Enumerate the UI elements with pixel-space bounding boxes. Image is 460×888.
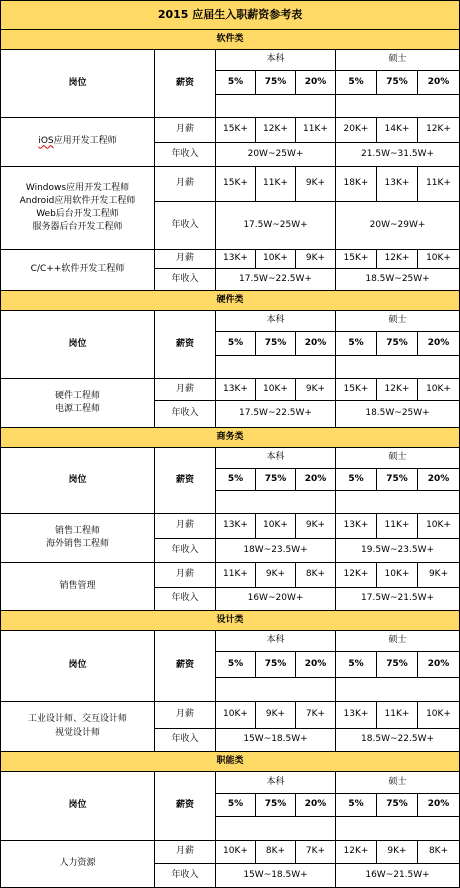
master-header: 硕士	[336, 448, 460, 469]
position-name: 海外销售工程师	[45, 539, 109, 549]
spacer-cell	[216, 678, 336, 702]
master-monthly-value: 9K+	[377, 841, 418, 864]
annual-label: 年收入	[155, 539, 216, 563]
percentile-header: 75%	[377, 652, 418, 678]
spacer-cell	[216, 356, 336, 379]
salary-header: 薪资	[155, 448, 216, 514]
bachelor-annual-value: 15W~18.5W+	[216, 729, 336, 752]
bachelor-monthly-value: 15K+	[216, 118, 256, 143]
position-name: iOS应用开发工程师	[38, 136, 117, 147]
position-cell	[1, 118, 155, 167]
master-monthly-value: 18K+	[336, 167, 377, 202]
master-header: 硕士	[336, 631, 460, 652]
master-monthly-value: 10K+	[418, 379, 460, 401]
monthly-label: 月薪	[155, 118, 216, 143]
bachelor-annual-value: 17.5W~22.5W+	[216, 401, 336, 428]
bachelor-monthly-value: 9K+	[296, 250, 336, 269]
position-cell	[1, 702, 155, 752]
bachelor-monthly-value: 8K+	[256, 841, 296, 864]
master-annual-value: 16W~21.5W+	[336, 864, 460, 888]
position-header: 岗位	[1, 50, 155, 118]
position-header: 岗位	[1, 631, 155, 702]
position-name: 人力资源	[59, 858, 96, 869]
bachelor-header: 本科	[216, 50, 336, 71]
spacer-cell	[216, 491, 336, 514]
percentile-header: 75%	[377, 332, 418, 356]
position-cell	[1, 167, 155, 250]
monthly-salary-row	[1, 514, 460, 539]
bachelor-monthly-value: 11K+	[256, 167, 296, 202]
percentile-header: 20%	[296, 332, 336, 356]
position-cell	[1, 841, 155, 888]
bachelor-monthly-value: 11K+	[216, 563, 256, 588]
master-monthly-value: 13K+	[336, 514, 377, 539]
percentile-header: 5%	[216, 71, 256, 95]
percentile-header: 5%	[336, 794, 377, 817]
bachelor-monthly-value: 10K+	[216, 702, 256, 729]
section-header-row	[1, 611, 460, 631]
bachelor-annual-value: 16W~20W+	[216, 588, 336, 611]
master-annual-value: 18.5W~25W+	[336, 269, 460, 291]
bachelor-annual-value: 20W~25W+	[216, 143, 336, 167]
bachelor-monthly-value: 13K+	[216, 379, 256, 401]
position-name: 服务器后台开发工程师	[32, 222, 123, 233]
master-monthly-value: 10K+	[418, 250, 460, 269]
master-monthly-value: 8K+	[418, 841, 460, 864]
monthly-salary-row	[1, 379, 460, 401]
section-title: 商务类	[1, 428, 460, 448]
monthly-salary-row	[1, 167, 460, 202]
monthly-label: 月薪	[155, 841, 216, 864]
position-cell	[1, 250, 155, 291]
position-header: 岗位	[1, 448, 155, 514]
salary-header: 薪资	[155, 50, 216, 118]
annual-label: 年收入	[155, 143, 216, 167]
position-name: C/C++软件开发工程师	[30, 264, 125, 275]
annual-label: 年收入	[155, 588, 216, 611]
percentile-header: 20%	[418, 71, 460, 95]
master-annual-value: 18.5W~25W+	[336, 401, 460, 428]
master-annual-value: 17.5W~21.5W+	[336, 588, 460, 611]
annual-label: 年收入	[155, 864, 216, 888]
table-title: 2015 应届生入职薪资参考表	[1, 1, 460, 30]
master-monthly-value: 11K+	[418, 167, 460, 202]
bachelor-monthly-value: 15K+	[216, 167, 256, 202]
monthly-label: 月薪	[155, 167, 216, 202]
bachelor-monthly-value: 10K+	[256, 514, 296, 539]
percentile-header: 75%	[256, 794, 296, 817]
monthly-salary-row	[1, 563, 460, 588]
annual-label: 年收入	[155, 202, 216, 250]
master-monthly-value: 12K+	[418, 118, 460, 143]
annual-label: 年收入	[155, 729, 216, 752]
monthly-label: 月薪	[155, 563, 216, 588]
percentile-header: 5%	[216, 794, 256, 817]
percentile-header: 75%	[377, 71, 418, 95]
percentile-header: 5%	[216, 469, 256, 491]
position-cell	[1, 563, 155, 611]
bachelor-monthly-value: 9K+	[256, 563, 296, 588]
bachelor-monthly-value: 9K+	[296, 514, 336, 539]
master-header: 硕士	[336, 772, 460, 794]
spacer-cell	[336, 356, 460, 379]
spacer-cell	[336, 678, 460, 702]
percentile-header: 75%	[256, 469, 296, 491]
section-title: 软件类	[1, 30, 460, 50]
position-name: 视觉设计师	[54, 727, 100, 738]
bachelor-monthly-value: 9K+	[256, 702, 296, 729]
percentile-header: 5%	[216, 652, 256, 678]
master-monthly-value: 15K+	[336, 250, 377, 269]
bachelor-annual-value: 17.5W~22.5W+	[216, 269, 336, 291]
position-header: 岗位	[1, 772, 155, 841]
master-monthly-value: 10K+	[418, 514, 460, 539]
bachelor-monthly-value: 9K+	[296, 167, 336, 202]
master-annual-value: 19.5W~23.5W+	[336, 539, 460, 563]
master-monthly-value: 13K+	[377, 167, 418, 202]
master-monthly-value: 14K+	[377, 118, 418, 143]
master-monthly-value: 20K+	[336, 118, 377, 143]
master-annual-value: 21.5W~31.5W+	[336, 143, 460, 167]
bachelor-monthly-value: 11K+	[296, 118, 336, 143]
spacer-cell	[216, 817, 336, 841]
percentile-header: 20%	[418, 332, 460, 356]
position-name: Windows应用开发工程师	[25, 182, 130, 193]
section-title: 设计类	[1, 611, 460, 631]
bachelor-monthly-value: 7K+	[296, 841, 336, 864]
percentile-header: 20%	[418, 794, 460, 817]
bachelor-annual-value: 18W~23.5W+	[216, 539, 336, 563]
master-monthly-value: 12K+	[377, 379, 418, 401]
salary-header: 薪资	[155, 311, 216, 379]
position-cell	[1, 379, 155, 428]
bachelor-header: 本科	[216, 772, 336, 794]
percentile-header: 5%	[336, 71, 377, 95]
master-header: 硕士	[336, 311, 460, 332]
percentile-header: 5%	[336, 652, 377, 678]
bachelor-annual-value: 17.5W~25W+	[216, 202, 336, 250]
spacer-cell	[336, 95, 460, 118]
bachelor-monthly-value: 7K+	[296, 702, 336, 729]
position-name: 硬件工程师	[54, 390, 100, 401]
master-monthly-value: 10K+	[377, 563, 418, 588]
percentile-header: 75%	[377, 469, 418, 491]
position-header: 岗位	[1, 311, 155, 379]
master-monthly-value: 12K+	[377, 250, 418, 269]
percentile-header: 20%	[418, 469, 460, 491]
position-name: 销售管理	[59, 580, 96, 591]
percentile-header: 75%	[377, 794, 418, 817]
percentile-header: 5%	[336, 332, 377, 356]
percentile-header: 5%	[336, 469, 377, 491]
section-title: 硬件类	[1, 291, 460, 311]
bachelor-monthly-value: 10K+	[256, 250, 296, 269]
section-header-row	[1, 30, 460, 50]
master-monthly-value: 12K+	[336, 841, 377, 864]
bachelor-header: 本科	[216, 631, 336, 652]
percentile-header: 20%	[296, 469, 336, 491]
bachelor-header: 本科	[216, 311, 336, 332]
position-cell	[1, 514, 155, 563]
annual-label: 年收入	[155, 269, 216, 291]
bachelor-monthly-value: 8K+	[296, 563, 336, 588]
master-header: 硕士	[336, 50, 460, 71]
master-monthly-value: 9K+	[418, 563, 460, 588]
position-name: 电源工程师	[54, 404, 100, 414]
percentile-header: 20%	[296, 652, 336, 678]
bachelor-monthly-value: 10K+	[216, 841, 256, 864]
bachelor-monthly-value: 12K+	[256, 118, 296, 143]
section-header-row	[1, 428, 460, 448]
percentile-header: 75%	[256, 71, 296, 95]
position-name: Android应用软件开发工程师	[19, 195, 136, 206]
monthly-salary-row	[1, 841, 460, 864]
monthly-label: 月薪	[155, 379, 216, 401]
percentile-header: 20%	[296, 71, 336, 95]
section-title: 职能类	[1, 752, 460, 772]
monthly-label: 月薪	[155, 250, 216, 269]
master-monthly-value: 12K+	[336, 563, 377, 588]
monthly-label: 月薪	[155, 514, 216, 539]
salary-header: 薪资	[155, 631, 216, 702]
section-header-row	[1, 291, 460, 311]
monthly-salary-row	[1, 702, 460, 729]
master-annual-value: 20W~29W+	[336, 202, 460, 250]
percentile-header: 20%	[418, 652, 460, 678]
bachelor-monthly-value: 13K+	[216, 514, 256, 539]
position-name: 销售工程师	[54, 525, 100, 536]
bachelor-monthly-value: 9K+	[296, 379, 336, 401]
spacer-cell	[336, 817, 460, 841]
bachelor-monthly-value: 10K+	[256, 379, 296, 401]
bachelor-annual-value: 15W~18.5W+	[216, 864, 336, 888]
master-monthly-value: 11K+	[377, 702, 418, 729]
annual-label: 年收入	[155, 401, 216, 428]
monthly-salary-row	[1, 250, 460, 269]
percentile-header: 20%	[296, 794, 336, 817]
spacer-cell	[216, 95, 336, 118]
master-monthly-value: 11K+	[377, 514, 418, 539]
percentile-header: 75%	[256, 652, 296, 678]
spacer-cell	[336, 491, 460, 514]
master-annual-value: 18.5W~22.5W+	[336, 729, 460, 752]
percentile-header: 5%	[216, 332, 256, 356]
percentile-header: 75%	[256, 332, 296, 356]
bachelor-header: 本科	[216, 448, 336, 469]
master-monthly-value: 13K+	[336, 702, 377, 729]
master-monthly-value: 10K+	[418, 702, 460, 729]
position-name: Web后台开发工程师	[36, 209, 119, 219]
master-monthly-value: 15K+	[336, 379, 377, 401]
bachelor-monthly-value: 13K+	[216, 250, 256, 269]
monthly-label: 月薪	[155, 702, 216, 729]
position-name: 工业设计师、交互设计师	[27, 714, 127, 725]
salary-header: 薪资	[155, 772, 216, 841]
monthly-salary-row	[1, 118, 460, 143]
